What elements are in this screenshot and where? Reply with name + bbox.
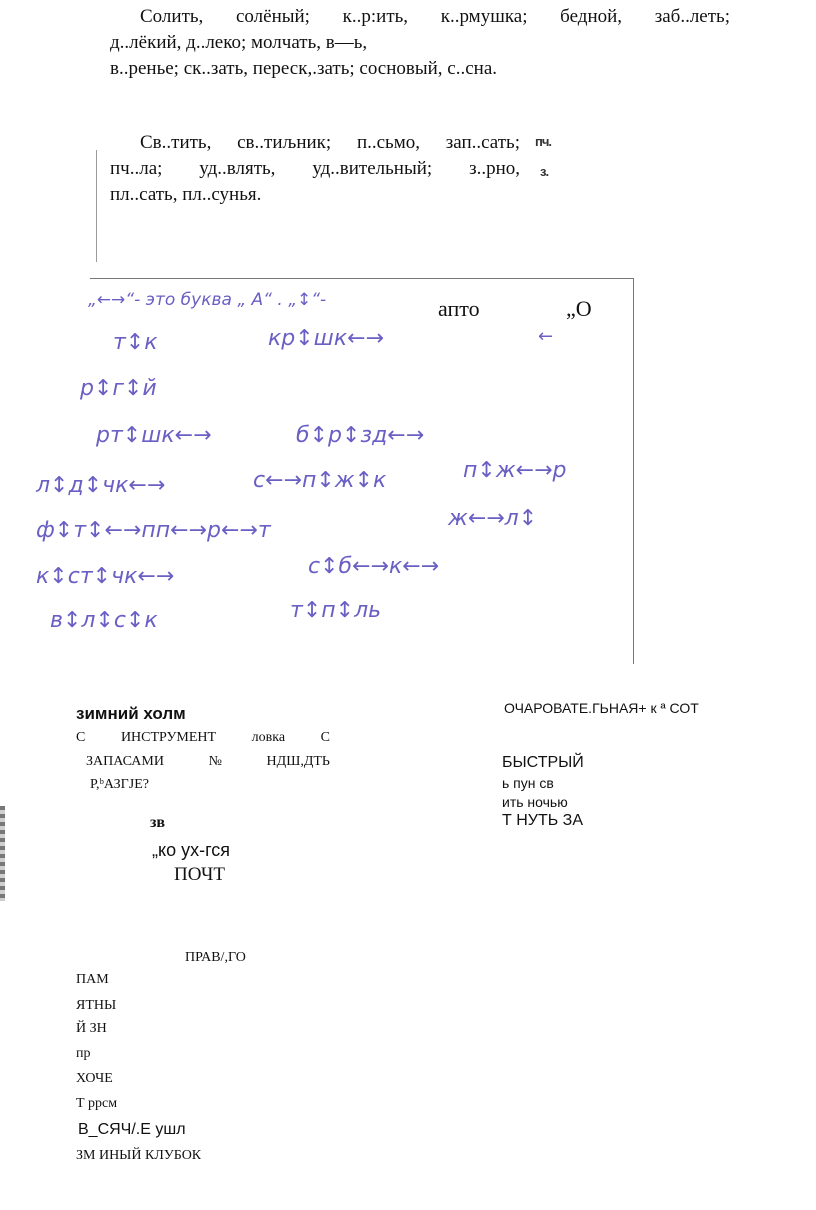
scan-row-7-b: т↕п↕ль <box>290 598 382 623</box>
scan-edge-mark <box>0 806 5 901</box>
margin-line <box>96 150 97 262</box>
bottom-item-5: ХОЧЕ <box>76 1071 113 1086</box>
scan-row-5-b: ж←→л↕ <box>448 506 538 531</box>
handwritten-scan <box>28 278 634 664</box>
scan-row-2-a: р↕г↕й <box>80 376 157 401</box>
paragraph-1 <box>110 4 730 82</box>
left-line-1 <box>76 730 330 746</box>
side-mark-z: з. <box>540 164 549 179</box>
left-line-2-word-1: ЗАПАСАМИ <box>86 754 164 769</box>
bottom-item-7: В_СЯЧ/.Е ушл <box>78 1121 186 1138</box>
scan-header-o: „О <box>566 296 592 321</box>
right-line-3: ь пун св <box>502 775 554 791</box>
right-line-1: ОЧАРОВАТЕ.ГЬНАЯ+ к ª СОТ <box>504 700 699 716</box>
left-zv: зв <box>150 814 166 831</box>
left-line-1-word-3: ловка <box>251 730 286 745</box>
left-line-1-word-4: С <box>320 730 330 745</box>
scan-header-apto: апто <box>438 296 480 321</box>
scan-row-6-b: с↕б←→к←→ <box>308 554 440 579</box>
scan-row-4-a: л↕д↕чк←→ <box>36 473 166 498</box>
scan-row-3-a: рт↕шк←→ <box>96 423 212 448</box>
paragraph-2 <box>110 130 520 208</box>
scan-row-5-a: ф↕т↕←→пп←→р←→т <box>36 518 271 543</box>
paragraph-1-line-1: Солить, солёный; к..р:ить, к..рмушка; бедной, заб..леть; <box>140 6 730 27</box>
right-line-2: БЫСТРЫЙ <box>502 754 584 771</box>
scan-header-arrow: ← <box>538 326 554 347</box>
left-line-1-word-1: С <box>76 730 86 745</box>
scan-row-4-c: п↕ж←→р <box>463 458 567 483</box>
side-mark-pch: пч. <box>535 134 552 149</box>
left-line-2 <box>86 754 330 770</box>
paragraph-2-line-2: пч..ла; уд..влять, уд..вительный; з..рно, <box>110 158 520 179</box>
scan-row-7-a: в↕л↕с↕к <box>50 608 158 633</box>
bottom-item-8: ЗМ ИНЫЙ КЛУБОК <box>76 1148 202 1163</box>
scan-top-border <box>90 278 634 279</box>
scan-row-1-a: т↕к <box>113 330 158 355</box>
bottom-item-4: пр <box>76 1046 91 1061</box>
bottom-item-3: Й ЗН <box>76 1021 107 1036</box>
bottom-item-2: ЯТНЫ <box>76 998 117 1013</box>
bottom-item-6: Т ррсм <box>76 1096 118 1111</box>
scan-row-6-a: к↕ст↕чк←→ <box>36 564 175 589</box>
scan-row-3-b: б↕р↕зд←→ <box>296 423 425 448</box>
paragraph-1-line-2: д..лёкий, д..леко; молчать, в—ь, <box>110 32 368 53</box>
left-ko: „ко ух-гся <box>152 840 230 860</box>
scan-row-4-b: с←→п↕ж↕к <box>253 468 387 493</box>
paragraph-2-line-3: пл..сать, пл..сунья. <box>110 184 262 205</box>
left-line-1-word-2: ИНСТРУМЕНТ <box>120 730 217 745</box>
left-title: зимний холм <box>76 704 186 723</box>
scan-row-1-b: кр↕шк←→ <box>268 326 384 351</box>
left-line-2-word-2: № <box>208 754 222 769</box>
left-line-2-word-3: НДШ,ДТЬ <box>266 754 330 769</box>
paragraph-2-line-1: Св..тить, св..тиљник; п..сьмо, зап..сать; <box>140 132 520 153</box>
left-line-3: Р,ᵇАЗГЈЕ? <box>90 777 149 792</box>
bottom-item-1: ПАМ <box>76 972 109 987</box>
left-pocht: ПОЧТ <box>174 864 225 885</box>
bottom-header: ПРАВ/,ГО <box>185 950 246 965</box>
right-line-5: Т НУТЬ ЗА <box>502 812 583 829</box>
right-line-4: ить ночью <box>502 794 568 810</box>
scan-right-border <box>633 278 634 664</box>
scan-header-handwritten: „←→“- это буква „ А“ . „↕“- <box>88 290 327 310</box>
paragraph-1-line-3: в..ренье; ск..зать, переск,.зать; сосновый, с..сна. <box>110 58 498 79</box>
